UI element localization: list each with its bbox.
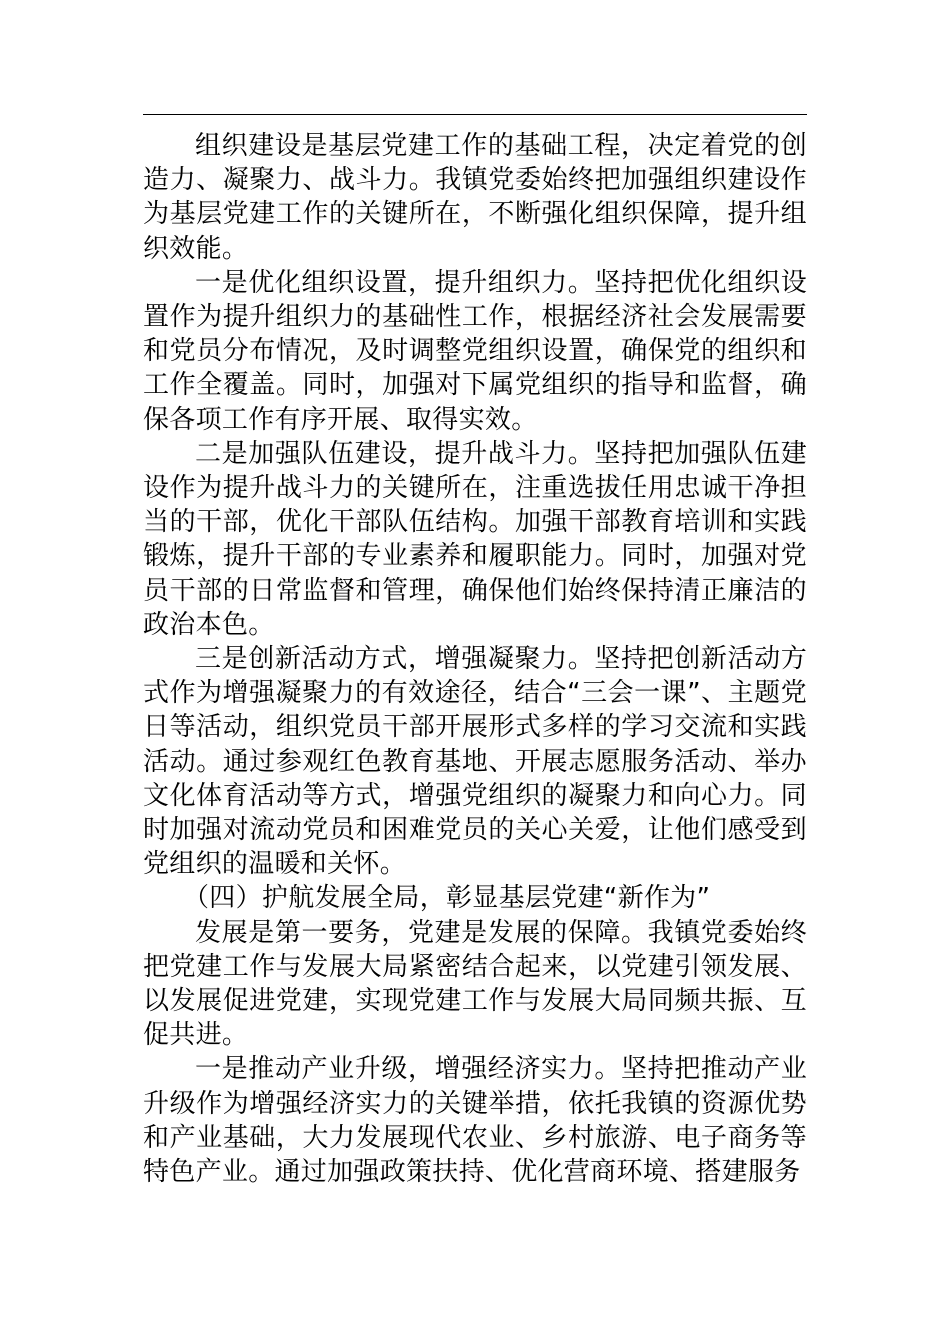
document-body bbox=[143, 129, 807, 1189]
paragraph-development-intro: 发展是第一要务，党建是发展的保障。我镇党委始终把党建工作与发展大局紧密结合起来，以党建引领发展、以发展促进党建，实现党建工作与发展大局同频共振、互促共进。 bbox=[143, 917, 807, 1051]
paragraph-point-one: 一是优化组织设置，提升组织力。坚持把优化组织设置作为提升组织力的基础性工作，根据经济社会发展需要和党员分布情况，及时调整党组织设置，确保党的组织和工作全覆盖。同时，加强对下属党组织的指导和监督，确保各项工作有序开展、取得实效。 bbox=[143, 267, 807, 435]
paragraph-point-two: 二是加强队伍建设，提升战斗力。坚持把加强队伍建设作为提升战斗力的关键所在，注重选拔任用忠诚干净担当的干部，优化干部队伍结构。加强干部教育培训和实践锻炼，提升干部的专业素养和履职能力。同时，加强对党员干部的日常监督和管理，确保他们始终保持清正廉洁的政治本色。 bbox=[143, 438, 807, 640]
paragraph-point-three: 三是创新活动方式，增强凝聚力。坚持把创新活动方式作为增强凝聚力的有效途径，结合“三会一课”、主题党日等活动，组织党员干部开展形式多样的学习交流和实践活动。通过参观红色教育基地、开展志愿服务活动、举办文化体育活动等方式，增强党组织的凝聚力和向心力。同时加强对流动党员和困难党员的关心关爱，让他们感受到党组织的温暖和关怀。 bbox=[143, 644, 807, 880]
header-rule bbox=[143, 114, 807, 115]
paragraph-organization-intro: 组织建设是基层党建工作的基础工程，决定着党的创造力、凝聚力、战斗力。我镇党委始终把加强组织建设作为基层党建工作的关键所在，不断强化组织保障，提升组织效能。 bbox=[143, 131, 807, 264]
section-heading: （四）护航发展全局，彰显基层党建“新作为” bbox=[183, 883, 711, 914]
paragraph-industry-upgrade: 一是推动产业升级，增强经济实力。坚持把推动产业升级作为增强经济实力的关键举措，依托我镇的资源优势和产业基础，大力发展现代农业、乡村旅游、电子商务等特色产业。通过加强政策扶持、优化营商环境、搭建服务 bbox=[143, 1054, 807, 1188]
